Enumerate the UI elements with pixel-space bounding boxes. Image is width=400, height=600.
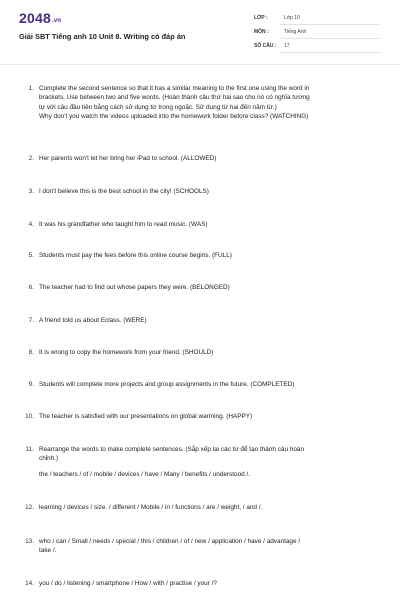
question-text bbox=[39, 445, 383, 479]
question-line: brackets. Use between two and five words. (Hoàn thành câu thứ hai sao cho nó có nghĩa tương bbox=[39, 94, 310, 102]
question-number: 8. bbox=[28, 349, 34, 356]
question-text bbox=[39, 348, 383, 357]
meta-row-class bbox=[250, 12, 380, 26]
question-line: Rearrange the words to make complete sentences. (Sắp xếp lại các từ để tạo thành câu hoàn bbox=[39, 446, 305, 453]
question-number: 5. bbox=[28, 252, 34, 259]
question-text bbox=[39, 84, 383, 122]
question-line: take /. bbox=[39, 547, 57, 555]
header bbox=[0, 0, 400, 62]
question-number: 11. bbox=[25, 446, 34, 453]
question-line: It was his grandfather who taught him to read music. (WAS) bbox=[39, 221, 208, 228]
question-text bbox=[39, 251, 383, 260]
question-text bbox=[39, 380, 383, 389]
question-number: 6. bbox=[28, 284, 34, 291]
question-text bbox=[39, 316, 383, 325]
meta-divider bbox=[280, 38, 380, 39]
question-line: The teacher had to find out whose papers they were. (BELONGED) bbox=[39, 284, 230, 291]
question-line: Her parents won't let her bring her iPad to school. (ALLOWED) bbox=[39, 155, 217, 162]
question-number: 1. bbox=[28, 85, 34, 92]
site-logo[interactable] bbox=[19, 10, 61, 26]
question-number: 7. bbox=[28, 317, 34, 324]
meta-row-subject bbox=[250, 26, 380, 40]
question-line: learning / devices / size. / different / Mobile / in / functions / are / weight, / and /. bbox=[39, 504, 263, 511]
question-text bbox=[39, 220, 383, 229]
question-text bbox=[39, 187, 383, 196]
question-text bbox=[39, 412, 383, 421]
question-number: 13. bbox=[25, 538, 34, 545]
meta-label: MÔN : bbox=[254, 29, 269, 35]
meta-table bbox=[250, 12, 380, 54]
question-number: 10. bbox=[25, 413, 34, 420]
question-line: It is wrong to copy the homework from your friend. (SHOULD) bbox=[39, 349, 214, 356]
question-line: I don't believe this is the best school in the city! (SCHOOLS) bbox=[39, 188, 209, 195]
question-text bbox=[39, 154, 383, 163]
question-line: who / can / Small / needs / special / this / children / of / new / application / have / advantage / bbox=[39, 538, 301, 545]
question-number: 9. bbox=[28, 381, 34, 388]
question-line: Complete the second sentence so that it has a similar meaning to the first one using the word in bbox=[39, 85, 310, 92]
question-line: Students will complete more projects and group assignments in the future. (COMPLETED) bbox=[39, 381, 295, 388]
question-line: tự với câu đầu tiên bằng cách sử dụng từ trong ngoặc. Sử dụng từ hai đến năm từ.) bbox=[39, 103, 277, 111]
question-number: 3. bbox=[28, 188, 34, 195]
question-text bbox=[39, 537, 383, 556]
page-title: Giải SBT Tiếng anh 10 Unit 8. Writing có đáp án bbox=[19, 32, 186, 41]
question-line: chỉnh.) bbox=[39, 455, 59, 463]
header-divider bbox=[0, 64, 400, 65]
question-line: the / teachers / of / mobile / devices / have / Many / benefits / understood /. bbox=[39, 470, 251, 478]
question-number: 4. bbox=[28, 221, 34, 228]
question-line: Students must pay the fees before this online course begins. (FULL) bbox=[39, 252, 232, 259]
question-line: The teacher is satisfied with our presentations on global warming. (HAPPY) bbox=[39, 413, 253, 420]
meta-value: 17 bbox=[284, 43, 290, 49]
brand-tld: .vn bbox=[51, 18, 62, 24]
question-text bbox=[39, 283, 383, 292]
meta-divider bbox=[280, 52, 380, 53]
brand-name: 2048 bbox=[19, 10, 51, 26]
meta-label: SỐ CÂU : bbox=[254, 43, 277, 49]
meta-value: Tiếng Anh bbox=[284, 29, 307, 35]
meta-label: LỚP : bbox=[254, 15, 268, 21]
question-line: A friend told us about Eclass. (WERE) bbox=[39, 317, 147, 324]
meta-divider bbox=[280, 24, 380, 25]
question-text bbox=[39, 503, 383, 512]
question-number: 12. bbox=[25, 504, 34, 511]
question-number: 2. bbox=[28, 155, 34, 162]
question-number: 14. bbox=[25, 580, 34, 587]
meta-row-count bbox=[250, 40, 380, 54]
question-line: Why don't you watch the videos uploaded into the homework folder before class? (WATCHING) bbox=[39, 113, 309, 121]
question-line: you / do / listening / smartphone / How / with / practise / your /? bbox=[39, 580, 217, 587]
question-text bbox=[39, 579, 383, 588]
meta-value: Lớp 10 bbox=[284, 15, 300, 21]
